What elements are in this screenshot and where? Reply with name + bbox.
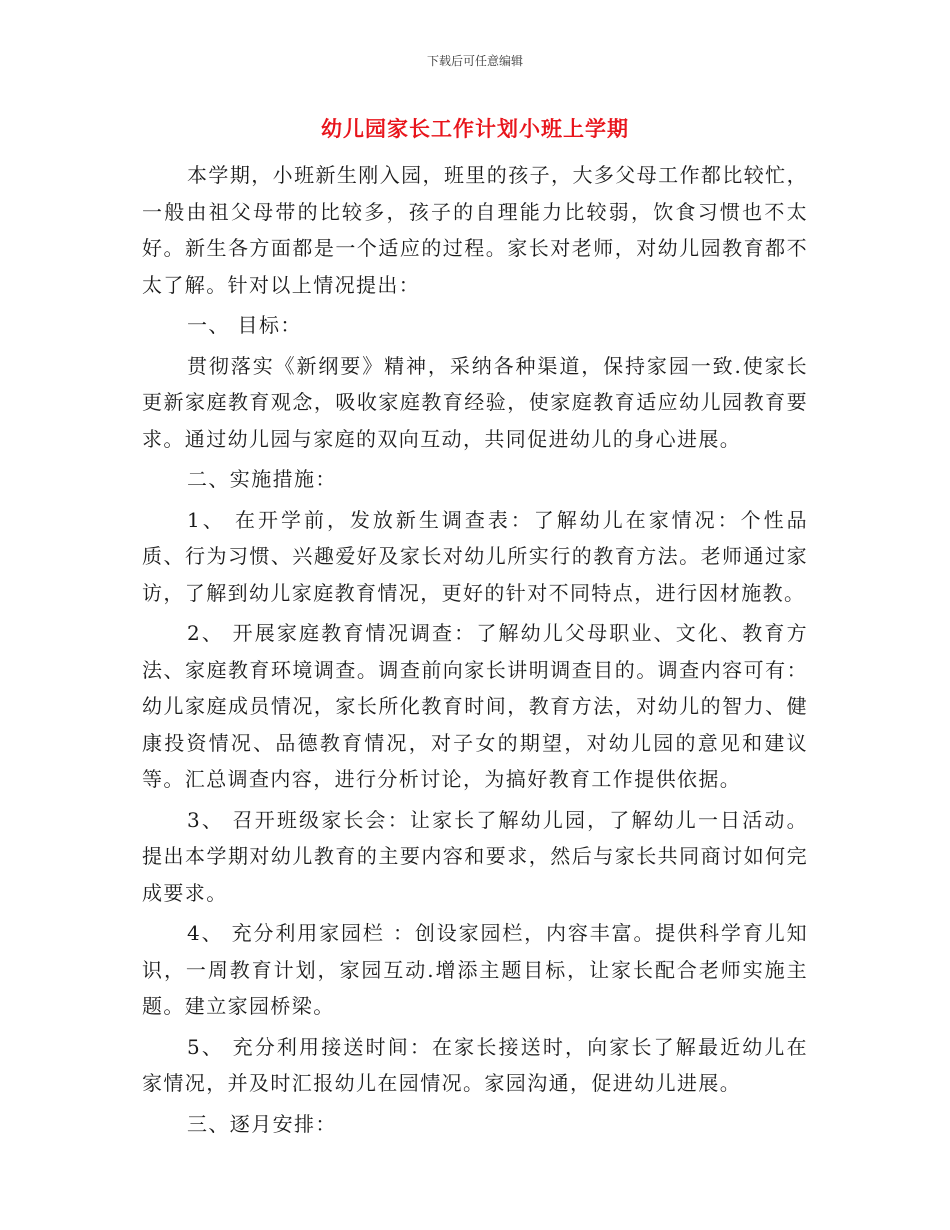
paragraph-measure-4: 4、 充分利用家园栏 ：创设家园栏，内容丰富。提供科学育儿知识，一周教育计划，家园互动.增添主题目标，让家长配合老师实施主题。建立家园桥梁。	[142, 921, 808, 1018]
paragraph-measure-1: 1、 在开学前，发放新生调查表：了解幼儿在家情况：个性品质、行为习惯、兴趣爱好及家长对幼儿所实行的教育方法。老师通过家访，了解到幼儿家庭教育情况，更好的针对不同特点，进行因材施教。	[142, 507, 808, 605]
document-title: 幼儿园家长工作计划小班上学期	[321, 117, 629, 141]
paragraph-measure-5: 5、 充分利用接送时间：在家长接送时，向家长了解最近幼儿在家情况，并及时汇报幼儿在园情况。家园沟通，促进幼儿进展。	[142, 1034, 808, 1095]
paragraph-goals: 贯彻落实《新纲要》精神，采纳各种渠道，保持家园一致.使家长更新家庭教育观念，吸收家庭教育经验，使家庭教育适应幼儿园教育要求。通过幼儿园与家庭的双向互动，共同促进幼儿的身心进展。	[142, 353, 808, 451]
document-body	[142, 157, 808, 1146]
header-note: 下载后可任意编辑	[426, 54, 523, 68]
section-heading-measures: 二、实施措施：	[187, 467, 337, 491]
section-heading-goals: 一、 目标：	[187, 313, 302, 337]
paragraph-measure-2: 2、 开展家庭教育情况调查：了解幼儿父母职业、文化、教育方法、家庭教育环境调查。调查前向家长讲明调查目的。调查内容可有：幼儿家庭成员情况，家长所化教育时间，教育方法，对幼儿的智力、健康投资情况、品德教育情况，对子女的期望，对幼儿园的意见和建议等。汇总调查内容，进行分析讨论，为搞好教育工作提供依据。	[142, 621, 808, 791]
section-heading-monthly: 三、逐月安排：	[187, 1111, 337, 1136]
paragraph-measure-3: 3、 召开班级家长会：让家长了解幼儿园，了解幼儿一日活动。提出本学期对幼儿教育的主要内容和要求，然后与家长共同商讨如何完成要求。	[142, 807, 808, 905]
paragraph-intro: 本学期，小班新生刚入园，班里的孩子，大多父母工作都比较忙，一般由祖父母带的比较多，孩子的自理能力比较弱，饮食习惯也不太好。新生各方面都是一个适应的过程。家长对老师，对幼儿园教育都不太了解。针对以上情况提出：	[142, 163, 808, 297]
